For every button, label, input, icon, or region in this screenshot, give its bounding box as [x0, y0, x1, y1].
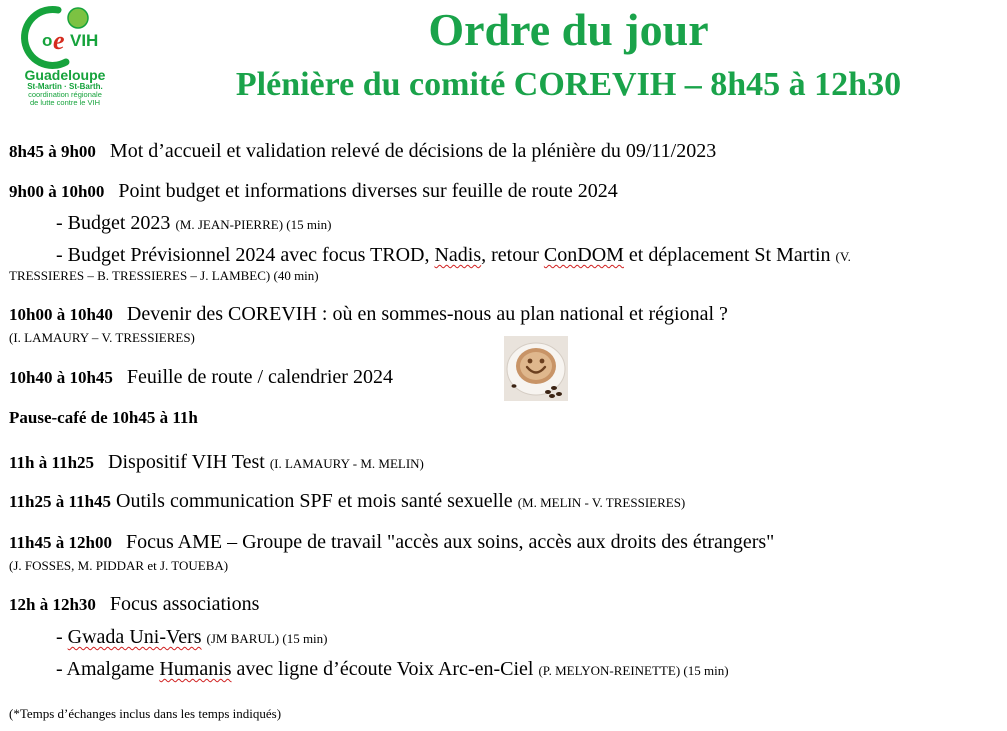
agenda-item-5 — [9, 450, 424, 476]
agenda-text-gwada: Gwada Uni-Vers — [67, 626, 202, 648]
agenda-speaker: (M. JEAN-PIERRE) (15 min) — [175, 217, 332, 232]
agenda-speaker: (P. MELYON-REINETTE) (15 min) — [538, 663, 729, 678]
svg-text:VIH: VIH — [70, 31, 99, 50]
agenda-subitem-budget-2024 — [56, 243, 851, 269]
agenda-speaker-line: (J. FOSSES, M. PIDDAR et J. TOUEBA) — [9, 558, 229, 573]
logo-region: Guadeloupe — [24, 67, 106, 83]
agenda-text: et déplacement St Martin — [623, 244, 836, 266]
agenda-text-nadis: Nadis — [434, 244, 482, 266]
agenda-speaker-line: TRESSIERES – B. TRESSIERES – J. LAMBEC) (40 min) — [9, 268, 319, 283]
agenda-text: - — [56, 626, 68, 648]
corevih-logo-mark — [6, 4, 124, 70]
footnote: (*Temps d’échanges inclus dans les temps indiqués) — [9, 706, 282, 721]
svg-text:e: e — [53, 26, 65, 55]
agenda-time: 11h45 à 12h00 — [9, 533, 112, 552]
agenda-speaker-line: (I. LAMAURY – V. TRESSIERES) — [9, 330, 195, 345]
logo-coordination-2: de lutte contre le VIH — [29, 97, 101, 107]
agenda-time: 10h00 à 10h40 — [9, 305, 113, 324]
agenda-subitem-budget-2023 — [56, 211, 331, 237]
agenda-item-1 — [9, 139, 716, 164]
agenda-time: 10h40 à 10h45 — [9, 368, 113, 387]
agenda-item-3 — [9, 302, 728, 327]
logo-subregion: St-Martin · St-Barth. — [27, 82, 103, 91]
agenda-speaker: (I. LAMAURY - M. MELIN) — [269, 456, 424, 471]
logo-coordination-1: coordination régionale — [28, 90, 102, 99]
agenda-text: Focus AME – Groupe de travail "accès aux soins, accès aux droits des étrangers" — [125, 531, 775, 553]
corevih-logo — [6, 4, 124, 108]
agenda-time: 12h à 12h30 — [9, 595, 96, 614]
coffee-cup-smiley-icon — [504, 336, 568, 401]
agenda-time: 8h45 à 9h00 — [9, 142, 96, 161]
agenda-item-7 — [9, 530, 774, 555]
agenda-speaker: (V. — [835, 249, 851, 264]
agenda-text: Outils communication SPF et mois santé sexuelle — [116, 490, 513, 512]
agenda-speaker: (JM BARUL) (15 min) — [206, 631, 328, 646]
agenda-text-humanis: Humanis — [159, 658, 232, 680]
agenda-text: Dispositif VIH Test — [108, 451, 265, 473]
agenda-text: Feuille de route / calendrier 2024 — [126, 366, 393, 388]
agenda-text: avec ligne d’écoute Voix Arc-en-Ciel — [231, 658, 534, 680]
pause-text: Pause-café de 10h45 à 11h — [9, 408, 198, 427]
agenda-text: - Budget Prévisionnel 2024 avec focus TROD, — [56, 244, 435, 266]
agenda-speaker: (M. MELIN - V. TRESSIERES) — [517, 495, 686, 510]
agenda-subitem-gwada — [56, 625, 328, 651]
agenda-text: Focus associations — [109, 593, 260, 615]
agenda-text: Point budget et informations diverses sur feuille de route 2024 — [118, 180, 618, 202]
agenda-time: 9h00 à 10h00 — [9, 182, 105, 201]
page-title: Ordre du jour — [428, 4, 709, 55]
svg-text:o: o — [42, 31, 53, 50]
agenda-item-6 — [9, 489, 685, 515]
agenda-text: - Amalgame — [56, 658, 160, 680]
agenda-text: - Budget 2023 — [56, 212, 171, 234]
agenda-time: 11h25 à 11h45 — [9, 492, 112, 511]
logo-text — [6, 68, 124, 107]
agenda-pause — [9, 405, 198, 430]
agenda-text: Mot d’accueil et validation relevé de décisions de la plénière du 09/11/2023 — [109, 140, 717, 162]
agenda-text-condom: ConDOM — [543, 244, 624, 266]
agenda-item-4 — [9, 365, 393, 390]
agenda-item-8 — [9, 592, 259, 617]
agenda-time: 11h à 11h25 — [9, 453, 95, 472]
agenda-subitem-amalgame — [56, 657, 729, 683]
agenda-text: Devenir des COREVIH : où en sommes-nous au plan national et régional ? — [126, 303, 728, 325]
agenda-item-2 — [9, 179, 618, 204]
page-subtitle: Plénière du comité COREVIH – 8h45 à 12h30 — [235, 66, 902, 103]
agenda-text: , retour — [481, 244, 544, 266]
